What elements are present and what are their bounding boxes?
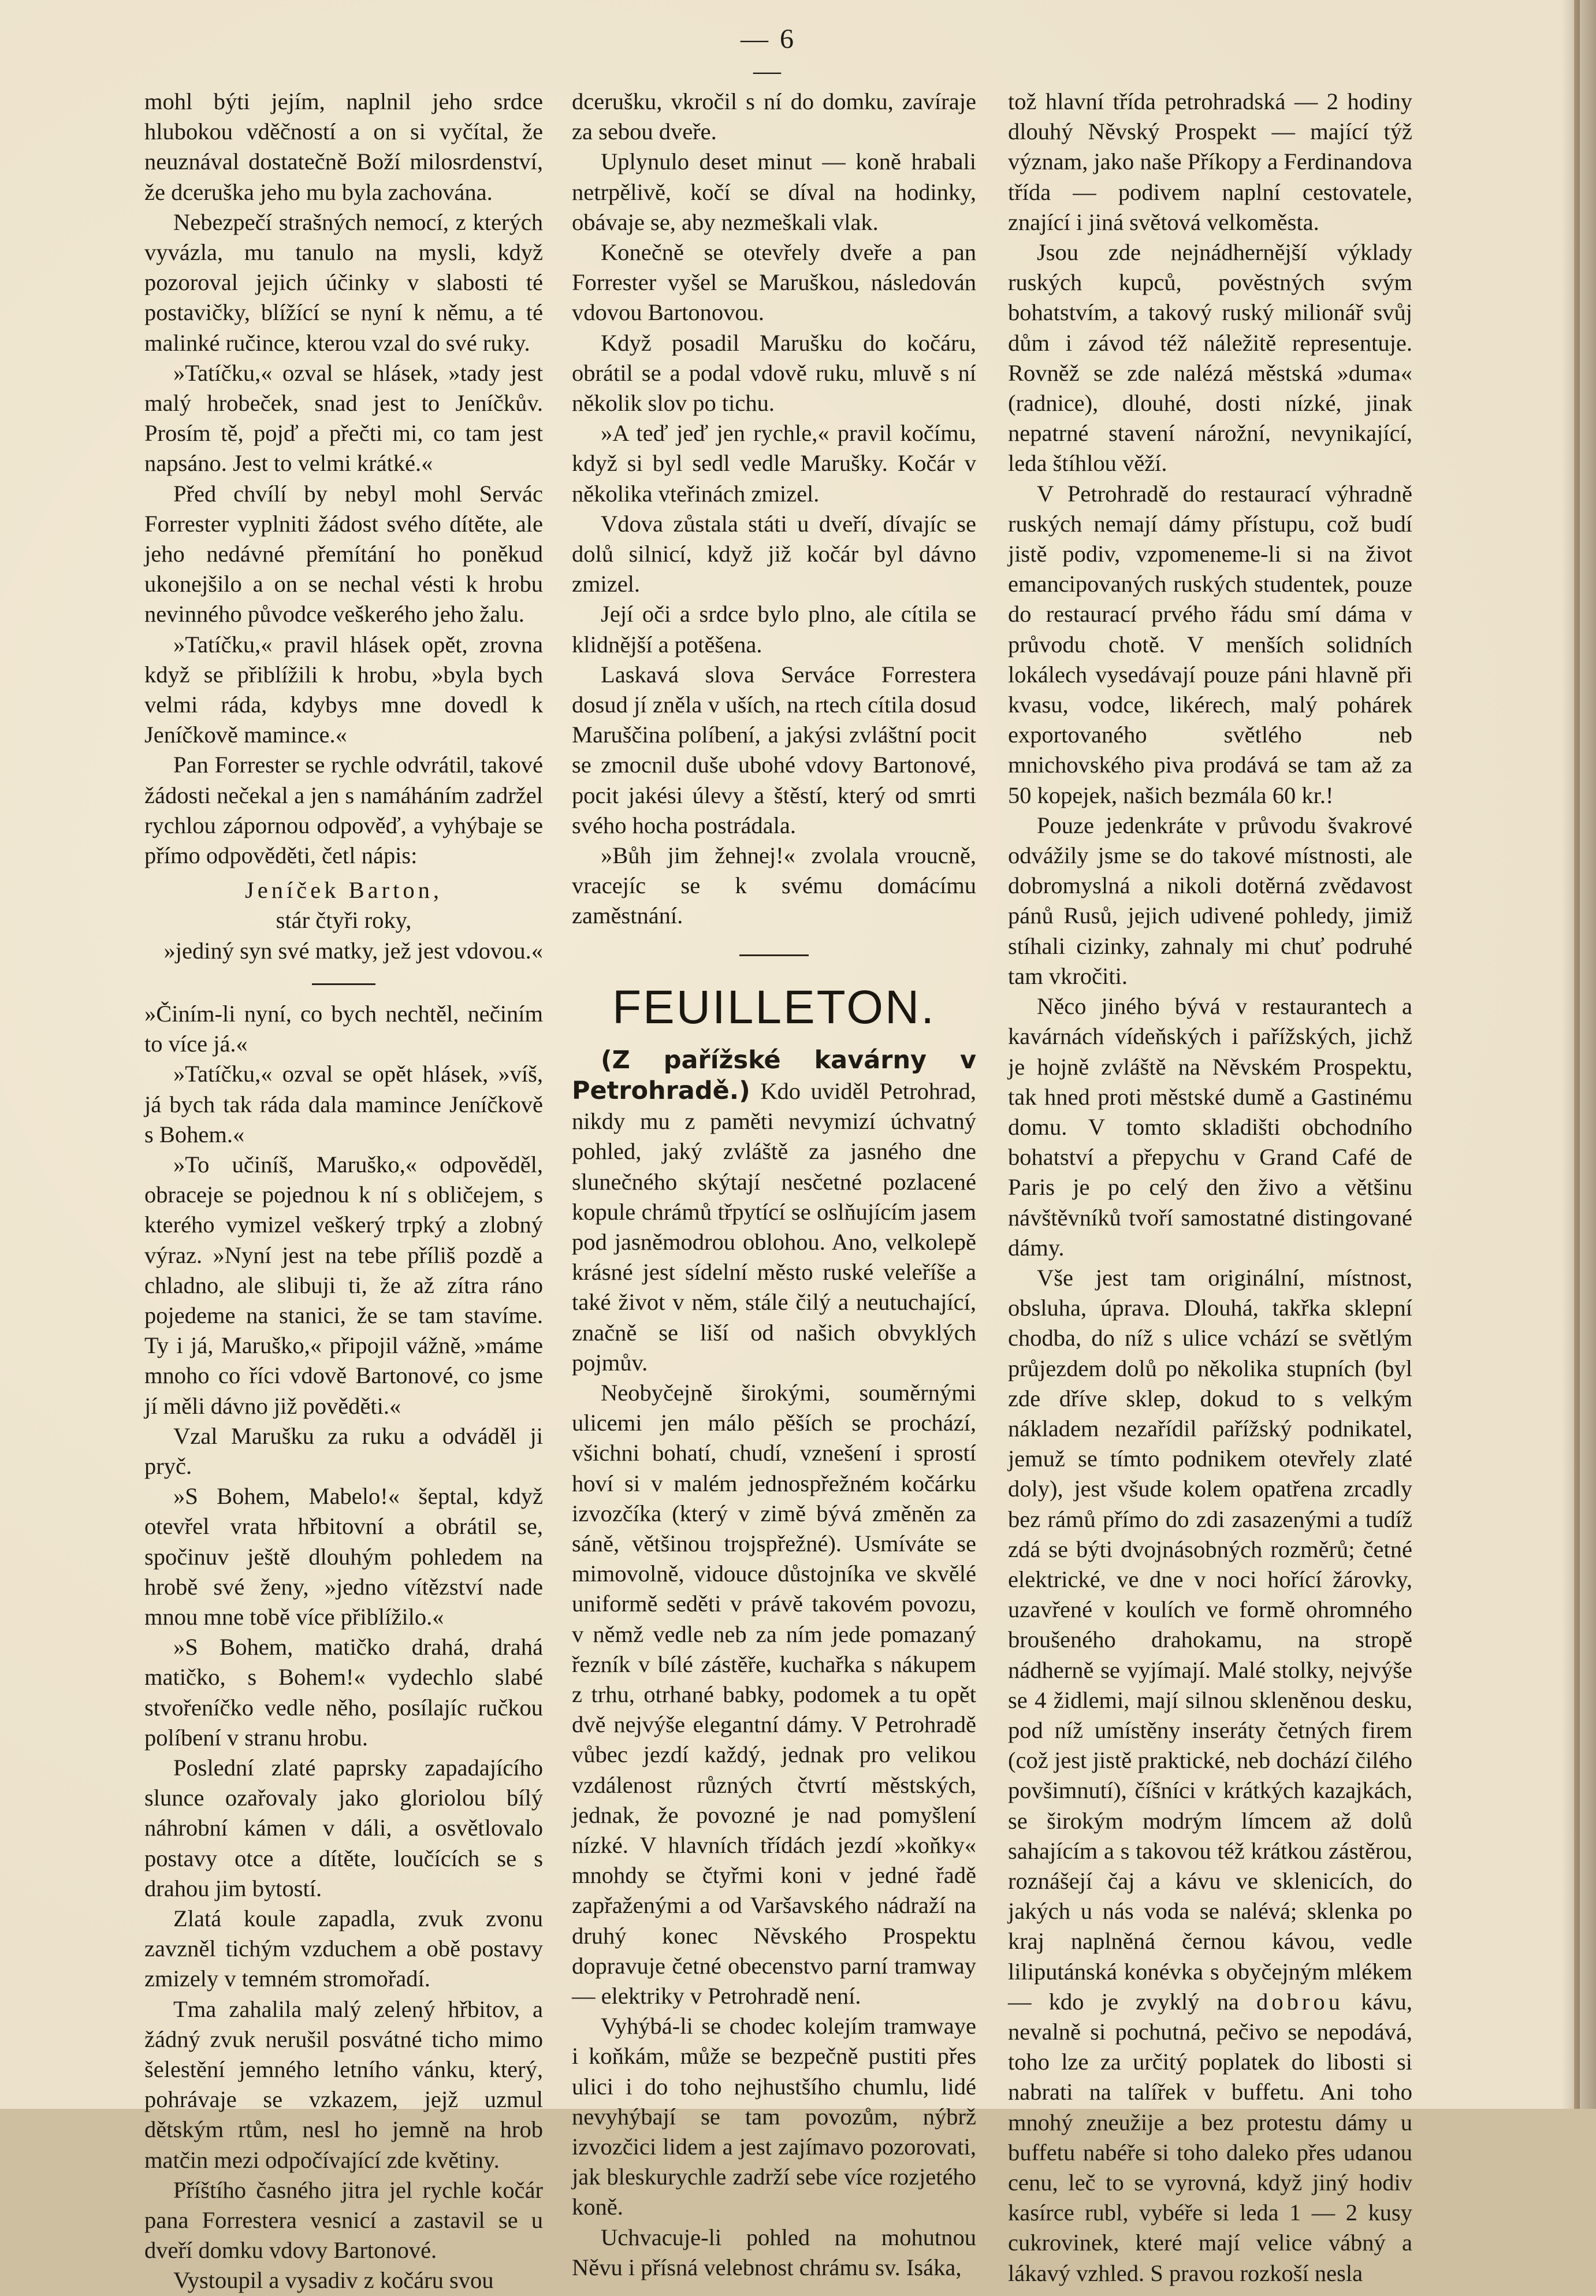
emphasized-word: dobrou	[1256, 1988, 1344, 2015]
feuilleton-paragraph	[572, 1045, 976, 1378]
paragraph: Uplynulo deset minut — koně hrabali netrpělivě, kočí se díval na hodinky, obávaje se, aby nezmeškali vlak.	[572, 148, 976, 235]
paragraph: tož hlavní třída petrohradská — 2 hodiny dlouhý Něvský Prospekt — mající týž význam, jako naše Příkopy a Ferdinandova třída — podivem naplní cestovatele, znající i jiná světová velkoměsta.	[1008, 88, 1412, 235]
paragraph: »Tatíčku,« pravil hlásek opět, zrovna když se přiblížili k hrobu, »byla bych velmi ráda, kdybys mne dovedl k Jeníčkově mamince.«	[144, 631, 543, 748]
paragraph: Pan Forrester se rychle odvrátil, takové žádosti nečekal a jen s namáháním zadržel rychlou zápornou odpověď, a vyhýbaje se přímo odpověděti, četl nápis:	[144, 752, 543, 869]
paragraph: Když posadil Marušku do kočáru, obrátil se a podal vdově ruku, mluvě s ní několik slov po tichu.	[572, 329, 976, 417]
paragraph: Laskavá slova Serváce Forrestera dosud jí zněla v uších, na rtech cítila dosud Maruščina políbení, a jakýsi zvláštní pocit se zmocnil duše ubohé vdovy Bartonové, pocit jakési úlevy a štěstí, který od smrti svého hocha postrádala.	[572, 661, 976, 838]
paragraph: Vyhýbá-li se chodec kolejím tramwaye i koňkám, může se bezpečně pustiti přes ulici i do toho nejhustšího chumlu, lidé nevyhýbají se tam povozům, nýbrž izvozčici lidem a jest zajímavo pozorovati, jak bleskurychle zadrží sebe více rozjetého koně.	[572, 2013, 976, 2220]
paragraph: Nebezpečí strašných nemocí, z kterých vyvázla, mu tanulo na mysli, když pozoroval jejich účinky v slabosti té postavičky, blížící se nyní k němu, a té malinké ručince, kterou vzal do své ruky.	[144, 209, 543, 356]
paragraph: Něco jiného bývá v restaurantech a kavárnách vídeňských i pařížských, jichž je hojně zvláště na Něvském Prospektu, tak hned proti městské dumě a Gastinému domu. V tomto skladišti obchodního bohatství a přepychu v Grand Café de Paris je po celý den živo a většinu návštěvníků tvoří samostatné distingované dámy.	[1008, 993, 1412, 1261]
paragraph: Uchvacuje-li pohled na mohutnou Něvu i přísná velebnost chrámu sv. Isáka,	[572, 2224, 976, 2280]
epitaph-line: »jediný syn své matky, jež jest vdovou.«	[163, 937, 543, 964]
paragraph: »S Bohem, Mabelo!« šeptal, když otevřel vrata hřbitovní a obrátil se, spočinuv ještě dlouhým pohledem na hrobě své ženy, »jedno vítězství nade mnou mne tobě více přiblížilo.«	[144, 1483, 543, 1630]
paragraph: Pouze jedenkráte v průvodu švakrové odvážily jsme se do takové místnosti, ale dobromyslná a nikoli dotěrná zvědavost pánů Rusů, jejich udivené pohledy, jimiž stíhali cizinky, zahnaly mi chuť podruhé tam vkročiti.	[1008, 812, 1412, 989]
epitaph	[144, 875, 543, 966]
paragraph: Konečně se otevřely dveře a pan Forrester vyšel se Maruškou, následován vdovou Bartonovou.	[572, 239, 976, 326]
paragraph: »Tatíčku,« ozval se opět hlásek, »víš, já bych tak ráda dala mamince Jeníčkově s Bohem.«	[144, 1061, 543, 1147]
paragraph: »A teď jeď jen rychle,« pravil kočímu, když si byl sedl vedle Marušky. Kočár v několika vteřinách zmizel.	[572, 420, 976, 507]
paragraph: »To učiníš, Maruško,« odpověděl, obraceje se pojednou k ní s obličejem, s kterého vymizel veškerý trpký a zlobný výraz. »Nyní jest na tebe příliš pozdě a chladno, ale slibuji ti, že až zítra ráno pojedeme na stanici, že se tam stavíme. Ty i já, Maruško,« připojil vážně, »máme mnoho co říci vdově Bartonové, co jsme jí měli dávno již pověděti.«	[144, 1151, 543, 1419]
paragraph: Jsou zde nejnádhernější výklady ruských kupců, pověstných svým bohatstvím, a takový ruský milionář svůj dům i závod též náležitě representuje. Rovněž se zde nalézá městská »duma« (radnice), dlouhé, dosti nízké, jinak nepatrné stavení nárožní, nevynikající, leda štíhlou věží.	[1008, 239, 1412, 477]
paragraph: Vzal Marušku za ruku a odváděl ji pryč.	[144, 1422, 543, 1479]
paragraph: Poslední zlaté paprsky zapadajícího slunce ozařovaly jako gloriolou bílý náhrobní kámen v dáli, a osvětlovalo postavy otce a dítěte, loučících se s drahou jim bytostí.	[144, 1754, 543, 1901]
paragraph: mohl býti jejím, naplnil jeho srdce hlubokou vděčností a on si vyčítal, že neuznával dostatečně Boží milosrdenství, že dceruška jeho mu byla zachována.	[144, 88, 543, 205]
section-divider	[739, 954, 809, 956]
paragraph-text: Kdo uviděl Petrohrad, nikdy mu z paměti nevymizí úchvatný pohled, jaký zvláště za jasného dne slunečného skýtají nesčetné pozlacené kopule chrámů třpytící se oslňujícím jasem pod jasněmodrou oblohou. Ano, velkolepě krásné jest sídelní město ruské veleříše a také život v něm, stále čilý a neutuchající, značně se liší od našich obvyklých pojmův.	[572, 1078, 976, 1376]
section-divider	[312, 983, 375, 985]
paragraph: Její oči a srdce bylo plno, ale cítila se klidnější a potěšena.	[572, 601, 976, 657]
page-number: — 6 —	[741, 24, 796, 86]
paragraph: »Činím-li nyní, co bych nechtěl, nečiním to více já.«	[144, 1000, 543, 1057]
paragraph-text: Vše jest tam originální, místnost, obsluha, úprava. Dlouhá, takřka sklepní chodba, do níž s ulice vchází se světlým průjezdem dolů po několika stupních (byl zde dříve sklep, dokud to s velkým nákladem nezařídil pařížský podnikatel, jemuž se tímto podnikem otevřely zlaté doly), jest všude kolem opatřena zrcadly bez rámů přímo do zdi zasazenými a tudíž zdá se býti dvojnásobných rozměrů; četné elektrické, ve dne v noci hořící žárovky, uzavřené v koulích ve formě ohromného broušeného drahokamu, na stropě nádherně se vyjímají. Malé stolky, nejvýše se 4 židlemi, mají silnou skleněnou desku, pod níž umístěny inseráty četných firem (což jest jistě praktické, neb dochází čilého povšimnutí), číšníci v krátkých kazajkách, se širokým modrým límcem až dolů sahajícím a s takovou též krátkou zástěrou, roznášejí čaj a kávu ve sklenicích, do jakých u nás voda se nalévá; sklenka po kraj naplněná černou kávou, vedle liliputánská konévka s obyčejným mlékem — kdo je zvyklý na	[1008, 1264, 1412, 2015]
epitaph-age: stár čtyři roky,	[276, 907, 412, 934]
column-1	[144, 87, 543, 2294]
paragraph: »Tatíčku,« ozval se hlásek, »tady jest malý hrobeček, snad jest to Jeníčkův. Prosím tě, pojď a přečti mi, co tam jest napsáno. Jest to velmi krátké.«	[144, 359, 543, 477]
paragraph: Neobyčejně širokými, souměrnými ulicemi jen málo pěších se prochází, všichni bohatí, chudí, vznešení i sprostí hoví si v malém jednospřežném kočárku izvozčíka (který v zimě bývá změněn za sáně, většinou trojspřežné). Usmíváte se mimovolně, vidouce důstojníka ve skvělé uniformě seděti v právě takovém povozu, v němž vedle neb za ním jede pomazaný řezník v bílé zástěře, kuchařka s nákupem z trhu, otrhané babky, podomek a tu opět dvě nejvýše elegantní dámy. V Petrohradě vůbec jezdí každý, jednak pro velikou vzdálenost různých čtvrtí městských, jednak, že povozné je nad pomyšlení nízké. V hlavních třídách jezdí »koňky« mnohdy se čtyřmi koni v jedné řadě zapřaženými a od Varšavského nádraží na druhý konec Něvského Prospektu dopravuje četné obecenstvo parní tramway — elektriky v Petrohradě není.	[572, 1379, 976, 2009]
page-edge	[1574, 0, 1580, 2109]
epitaph-name: Jeníček Barton,	[245, 877, 442, 904]
paragraph: »S Bohem, matičko drahá, drahá matičko, s Bohem!« vydechlo slabé stvořeníčko vedle něho, posílajíc ručkou políbení v stranu hrobu.	[144, 1634, 543, 1751]
article-headline: (Z pařížské kavárny v Petrohradě.)	[572, 1045, 976, 1105]
paragraph: Vystoupil a vysadiv z kočáru svou	[173, 2267, 494, 2294]
paragraph: V Petrohradě do restaurací výhradně ruských nemají dámy přístupu, což budí jistě podiv, vzpomeneme-li si na život emancipovaných ruských studentek, pouze do restaurací prvého řádu smí dáma v průvodu chotě. V menších solidních lokálech vysedávají pouze páni hlavně při kvasu, vodce, likérech, malý pohárek exportovaného světlého neb mnichovského piva prodává se tam až za 50 kopejek, našich bezmála 60 kr.!	[1008, 480, 1412, 808]
section-title: FEUILLETON.	[612, 980, 936, 1034]
paragraph: dcerušku, vkročil s ní do domku, zavíraje za sebou dveře.	[572, 88, 976, 145]
paragraph: Příštího časného jitra jel rychle kočár pana Forrestera vesnicí a zastavil se u dveří domku vdovy Bartonové.	[144, 2176, 543, 2264]
paragraph: Před chvílí by nebyl mohl Servác Forrester vyplniti žádost svého dítěte, ale jeho nedávné přemítání ho poněkud ukonejšilo a on se nechal vésti k hrobu nevinného původce veškerého jeho žalu.	[144, 480, 543, 627]
paragraph: Tma zahalila malý zelený hřbitov, a žádný zvuk nerušil posvátné ticho mimo šelestění jemného letního vánku, který, pohrávaje se vzkazem, jejž uzmul dětským rtům, nesl ho jemně na hrob matčin mezi odpočívající zde květiny.	[144, 1996, 543, 2173]
paragraph: Zlatá koule zapadla, zvuk zvonu zavzněl tichým vzduchem a obě postavy zmizely v temném stromořadí.	[144, 1905, 543, 1992]
column-2	[572, 87, 976, 2280]
paragraph: »Bůh jim žehnej!« zvolala vroucně, vracejíc se k svému domácímu zaměstnání.	[572, 842, 976, 929]
paragraph	[1008, 1263, 1412, 2288]
column-3	[1008, 87, 1413, 2286]
paragraph-text: kávu, nevalně si pochutná, pečivo se nepodává, toho lze za určitý poplatek do libosti si nabrati na talířek v buffetu. Ani toho mnohý zneužije a bez protestu dámy u buffetu nabéře si toho daleko přes udanou cenu, leč to se vyrovná, když jiný hodiv kasírce rubl, vybéře si leda 1 — 2 kusy cukrovinek, které mají velice vábný a lákavý vzhled. S pravou rozkoší nesla	[1008, 1988, 1413, 2286]
paragraph: Vdova zůstala státi u dveří, dívajíc se dolů silnicí, když již kočár byl dávno zmizel.	[572, 510, 976, 597]
